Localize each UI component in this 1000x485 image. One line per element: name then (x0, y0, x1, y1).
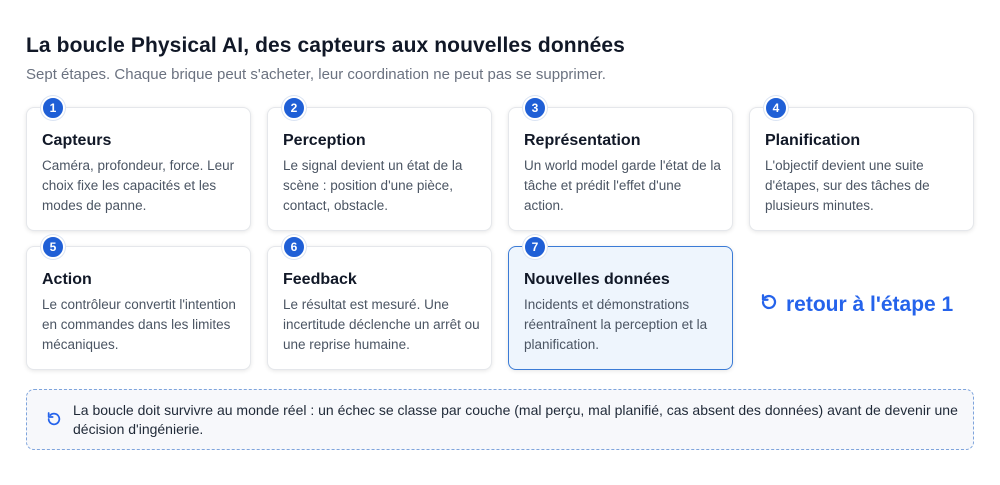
step-card-7 (508, 240, 733, 370)
return-label: retour à l'étape 1 (786, 293, 954, 316)
step-number-badge: 7 (523, 235, 547, 259)
step-title: Nouvelles données (524, 271, 670, 288)
step-card-4 (749, 101, 974, 231)
step-card-1 (26, 101, 251, 231)
footer-note-box (26, 389, 974, 450)
step-description: Le contrôleur convertit l'intention en commandes dans les limites mécaniques. (42, 297, 236, 352)
step-title: Perception (283, 132, 366, 149)
step-title: Action (42, 271, 92, 288)
step-title: Représentation (524, 132, 641, 149)
refresh-icon (760, 293, 778, 317)
refresh-icon (46, 411, 62, 427)
step-number-badge: 5 (41, 235, 65, 259)
step-description: L'objectif devient une suite d'étapes, sur des tâches de plusieurs minutes. (765, 158, 930, 213)
step-card-6 (267, 240, 492, 370)
page-subtitle: Sept étapes. Chaque brique peut s'acheter, leur coordination ne peut pas se supprimer. (26, 66, 606, 83)
step-title: Planification (765, 132, 861, 149)
step-title: Capteurs (42, 132, 112, 149)
step-number-badge: 4 (764, 96, 788, 120)
step-number-badge: 2 (282, 96, 306, 120)
return-to-step-1 (760, 293, 953, 317)
step-description: Un world model garde l'état de la tâche et prédit l'effet d'une action. (524, 158, 721, 213)
page-title: La boucle Physical AI, des capteurs aux nouvelles données (26, 34, 625, 57)
step-card-2 (267, 101, 492, 231)
footer-note-text: La boucle doit survivre au monde réel : un échec se classe par couche (mal perçu, mal planifié, cas absent des données) avant de devenir une décision d'ingénierie. (73, 402, 958, 437)
step-description: Incidents et démonstrations réentraînent la perception et la planification. (524, 297, 708, 352)
step-number-badge: 3 (523, 96, 547, 120)
step-description: Le signal devient un état de la scène : position d'une pièce, contact, obstacle. (283, 158, 463, 213)
step-number-badge: 1 (41, 96, 65, 120)
step-description: Caméra, profondeur, force. Leur choix fixe les capacités et les modes de panne. (42, 158, 235, 213)
step-title: Feedback (283, 271, 357, 288)
step-description: Le résultat est mesuré. Une incertitude déclenche un arrêt ou une reprise humaine. (283, 297, 480, 352)
step-number-badge: 6 (282, 235, 306, 259)
step-card-5 (26, 240, 251, 370)
step-card-3 (508, 101, 733, 231)
